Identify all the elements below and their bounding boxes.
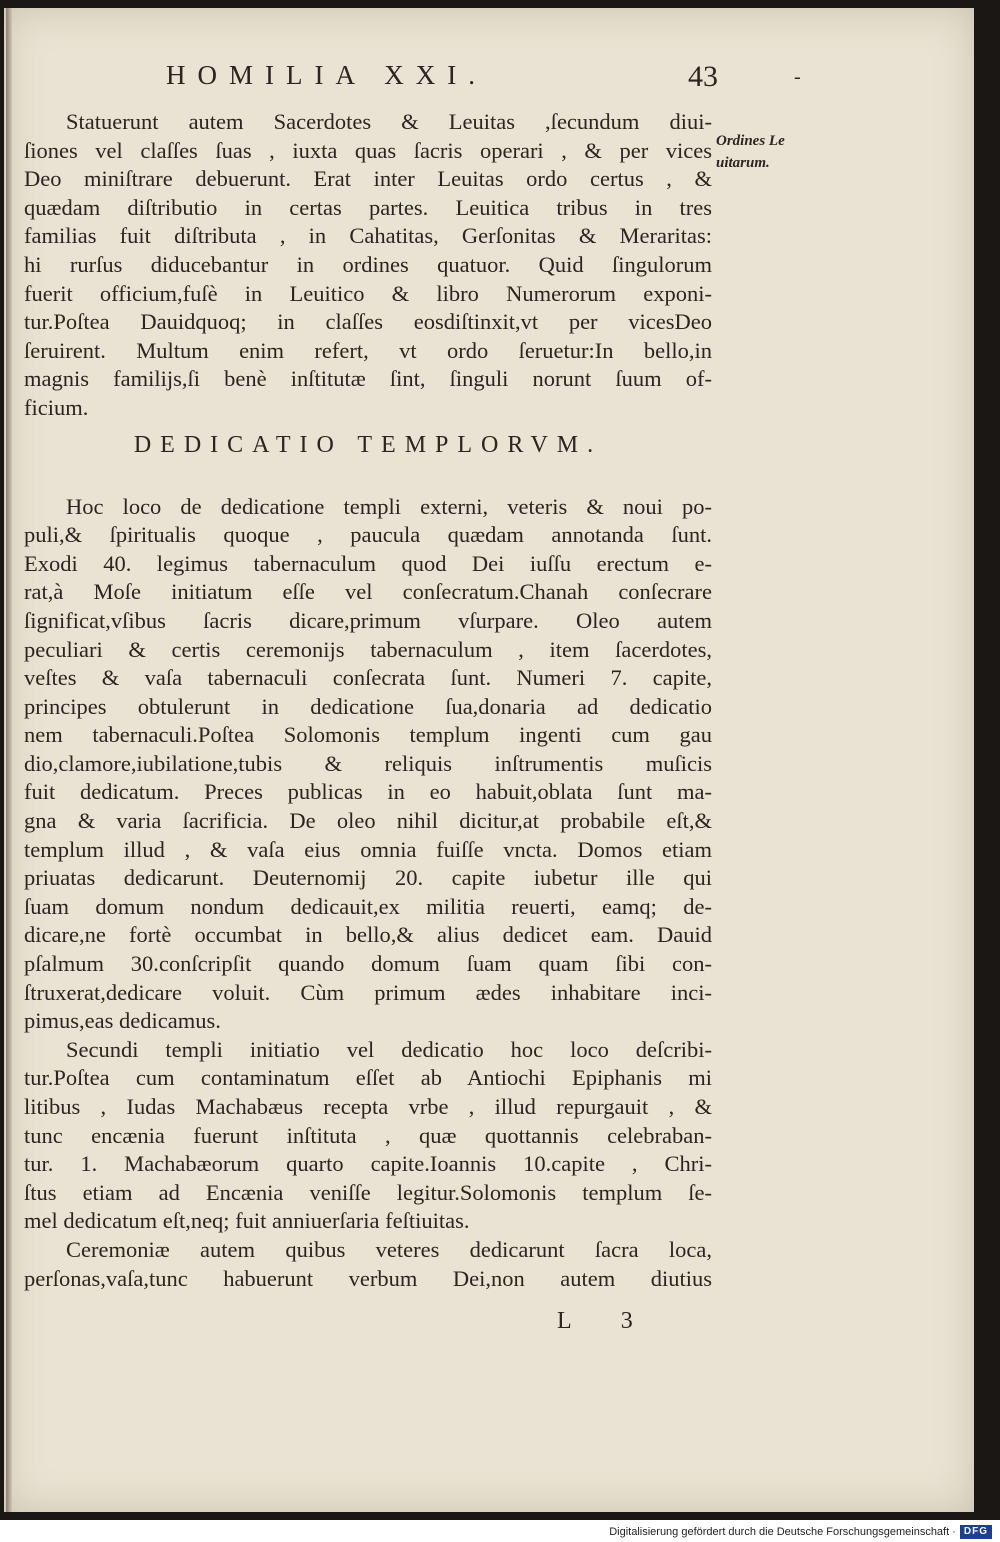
dfg-logo: DFG (960, 1525, 992, 1539)
book-page (4, 8, 974, 1512)
body-text (24, 108, 712, 1293)
text-line: pſalmum 30.conſcripſit quando domum ſuam quam ſibi con- (24, 951, 712, 977)
text-line: familias fuit diſtributa , in Cahatitas, Gerſonitas & Meraritas: (24, 223, 712, 249)
running-head: HOMILIA XXI. (166, 60, 487, 90)
section-title: DEDICATIO TEMPLORVM. (133, 431, 603, 458)
text-line: tur.Poſtea cum contaminatum eſſet ab Antiochi Epiphanis mi (24, 1065, 712, 1091)
text-line: mel dedicatum eſt,neq; fuit anniuerſaria feſtiuitas. (24, 1208, 470, 1234)
text-line: ſtus etiam ad Encænia veniſſe legitur.Solomonis templum ſe- (24, 1179, 712, 1205)
text-line: nem tabernaculi.Poſtea Solomonis templum ingenti cum gau (24, 722, 712, 748)
text-line: dicare,ne fortè occumbat in bello,& alius dedicet eam. Dauid (24, 922, 712, 948)
folio-mark: - (794, 66, 801, 88)
signature-mark: L 3 (557, 1308, 655, 1334)
marginal-note-line: Ordines Le (716, 133, 785, 149)
text-line: priuatas dedicarunt. Deuternomij 20. capite iubetur ille qui (24, 865, 712, 891)
text-line: litibus , Iudas Machabæus recepta vrbe , illud repurgauit , & (24, 1094, 712, 1119)
text-line: pimus,eas dedicamus. (24, 1008, 221, 1034)
text-line: tur.Poſtea Dauidquoq; in claſſes eosdiſtinxit,vt per vicesDeo (24, 309, 712, 335)
paragraph-leuitas (24, 108, 712, 423)
text-line: tunc encænia fuerunt inſtituta , quæ quottannis celebraban- (24, 1122, 712, 1148)
text-line: gna & varia ſacrificia. De oleo nihil dicitur,at probabile eſt,& (24, 808, 712, 834)
text-line: Secundi templi initiatio vel dedicatio hoc loco deſcribi- (66, 1036, 712, 1062)
text-line: Exodi 40. legimus tabernaculum quod Dei iuſſu erectum e- (24, 550, 712, 576)
page-edge (6, 8, 12, 1512)
text-line: veſtes & vaſa tabernaculi conſecrata ſunt. Numeri 7. capite, (24, 665, 712, 691)
text-line: magnis familijs,ſi benè inſtitutæ ſint, ſinguli norunt ſuum of- (24, 366, 712, 392)
paragraph-secundi-templi (24, 1036, 712, 1236)
footer-credit: Digitalisierung gefördert durch die Deutsche Forschungsgemeinschaft · (609, 1526, 956, 1538)
text-line: Hoc loco de dedicatione templi externi, veteris & noui po- (66, 493, 712, 519)
text-line: fuit dedicatum. Preces publicas in eo habuit,oblata ſunt ma- (24, 779, 712, 805)
text-line: Ceremoniæ autem quibus veteres dedicarunt ſacra loca, (66, 1236, 712, 1262)
paragraph-dedicatio (24, 493, 712, 1036)
paragraph-ceremoniae (24, 1236, 712, 1293)
digitization-footer (609, 1524, 992, 1540)
text-line: principes obtulerunt in dedicatione ſua,donaria ad dedicatio (24, 693, 712, 719)
text-line: templum illud , & vaſa eius omnia fuiſſe vncta. Domos etiam (24, 836, 712, 862)
text-line: fuerit officium,fuſè in Leuitico & libro Numerorum exponi- (24, 280, 712, 306)
text-line: tur. 1. Machabæorum quarto capite.Ioannis 10.capite , Chri- (24, 1151, 712, 1177)
text-line: ficium. (24, 394, 89, 420)
text-line: ſeruirent. Multum enim refert, vt ordo ſeruetur:In bello,in (24, 337, 712, 363)
text-line: Deo miniſtrare debuerunt. Erat inter Leuitas ordo certus , & (24, 166, 712, 192)
text-line: quædam diſtributio in certas partes. Leuitica tribus in tres (24, 194, 712, 220)
text-line: rat,à Moſe initiatum eſſe vel conſecratum.Chanah conſecrare (24, 579, 712, 605)
text-line: Statuerunt autem Sacerdotes & Leuitas ,ſecundum diui- (66, 109, 712, 134)
marginal-note-line: uitarum. (716, 155, 770, 171)
text-line: ſignificat,vſibus ſacris dicare,primum vſurpare. Oleo autem (24, 607, 712, 633)
section-gap (24, 471, 712, 493)
text-line: dio,clamore,iubilatione,tubis & reliquis inſtrumentis muſicis (24, 750, 712, 776)
text-line: puli,& ſpiritualis quoque , paucula quædam annotanda ſunt. (24, 522, 712, 548)
text-line: perſonas,vaſa,tunc habuerunt verbum Dei,non autem diutius (24, 1265, 712, 1291)
page-number: 43 (688, 60, 718, 93)
text-line: ſtruxerat,dedicare voluit. Cùm primum ædes inhabitare inci- (24, 979, 712, 1005)
text-line: ſiones vel claſſes ſuas , iuxta quas ſacris operari , & per vices (24, 137, 712, 163)
text-line: hi rurſus diducebantur in ordines quatuor. Quid ſingulorum (24, 251, 712, 277)
text-line: peculiari & certis ceremonijs tabernaculum , item ſacerdotes, (24, 636, 712, 662)
marginal-note (716, 130, 785, 174)
text-line: ſuam domum nondum dedicauit,ex militia reuerti, eamq; de- (24, 893, 712, 919)
